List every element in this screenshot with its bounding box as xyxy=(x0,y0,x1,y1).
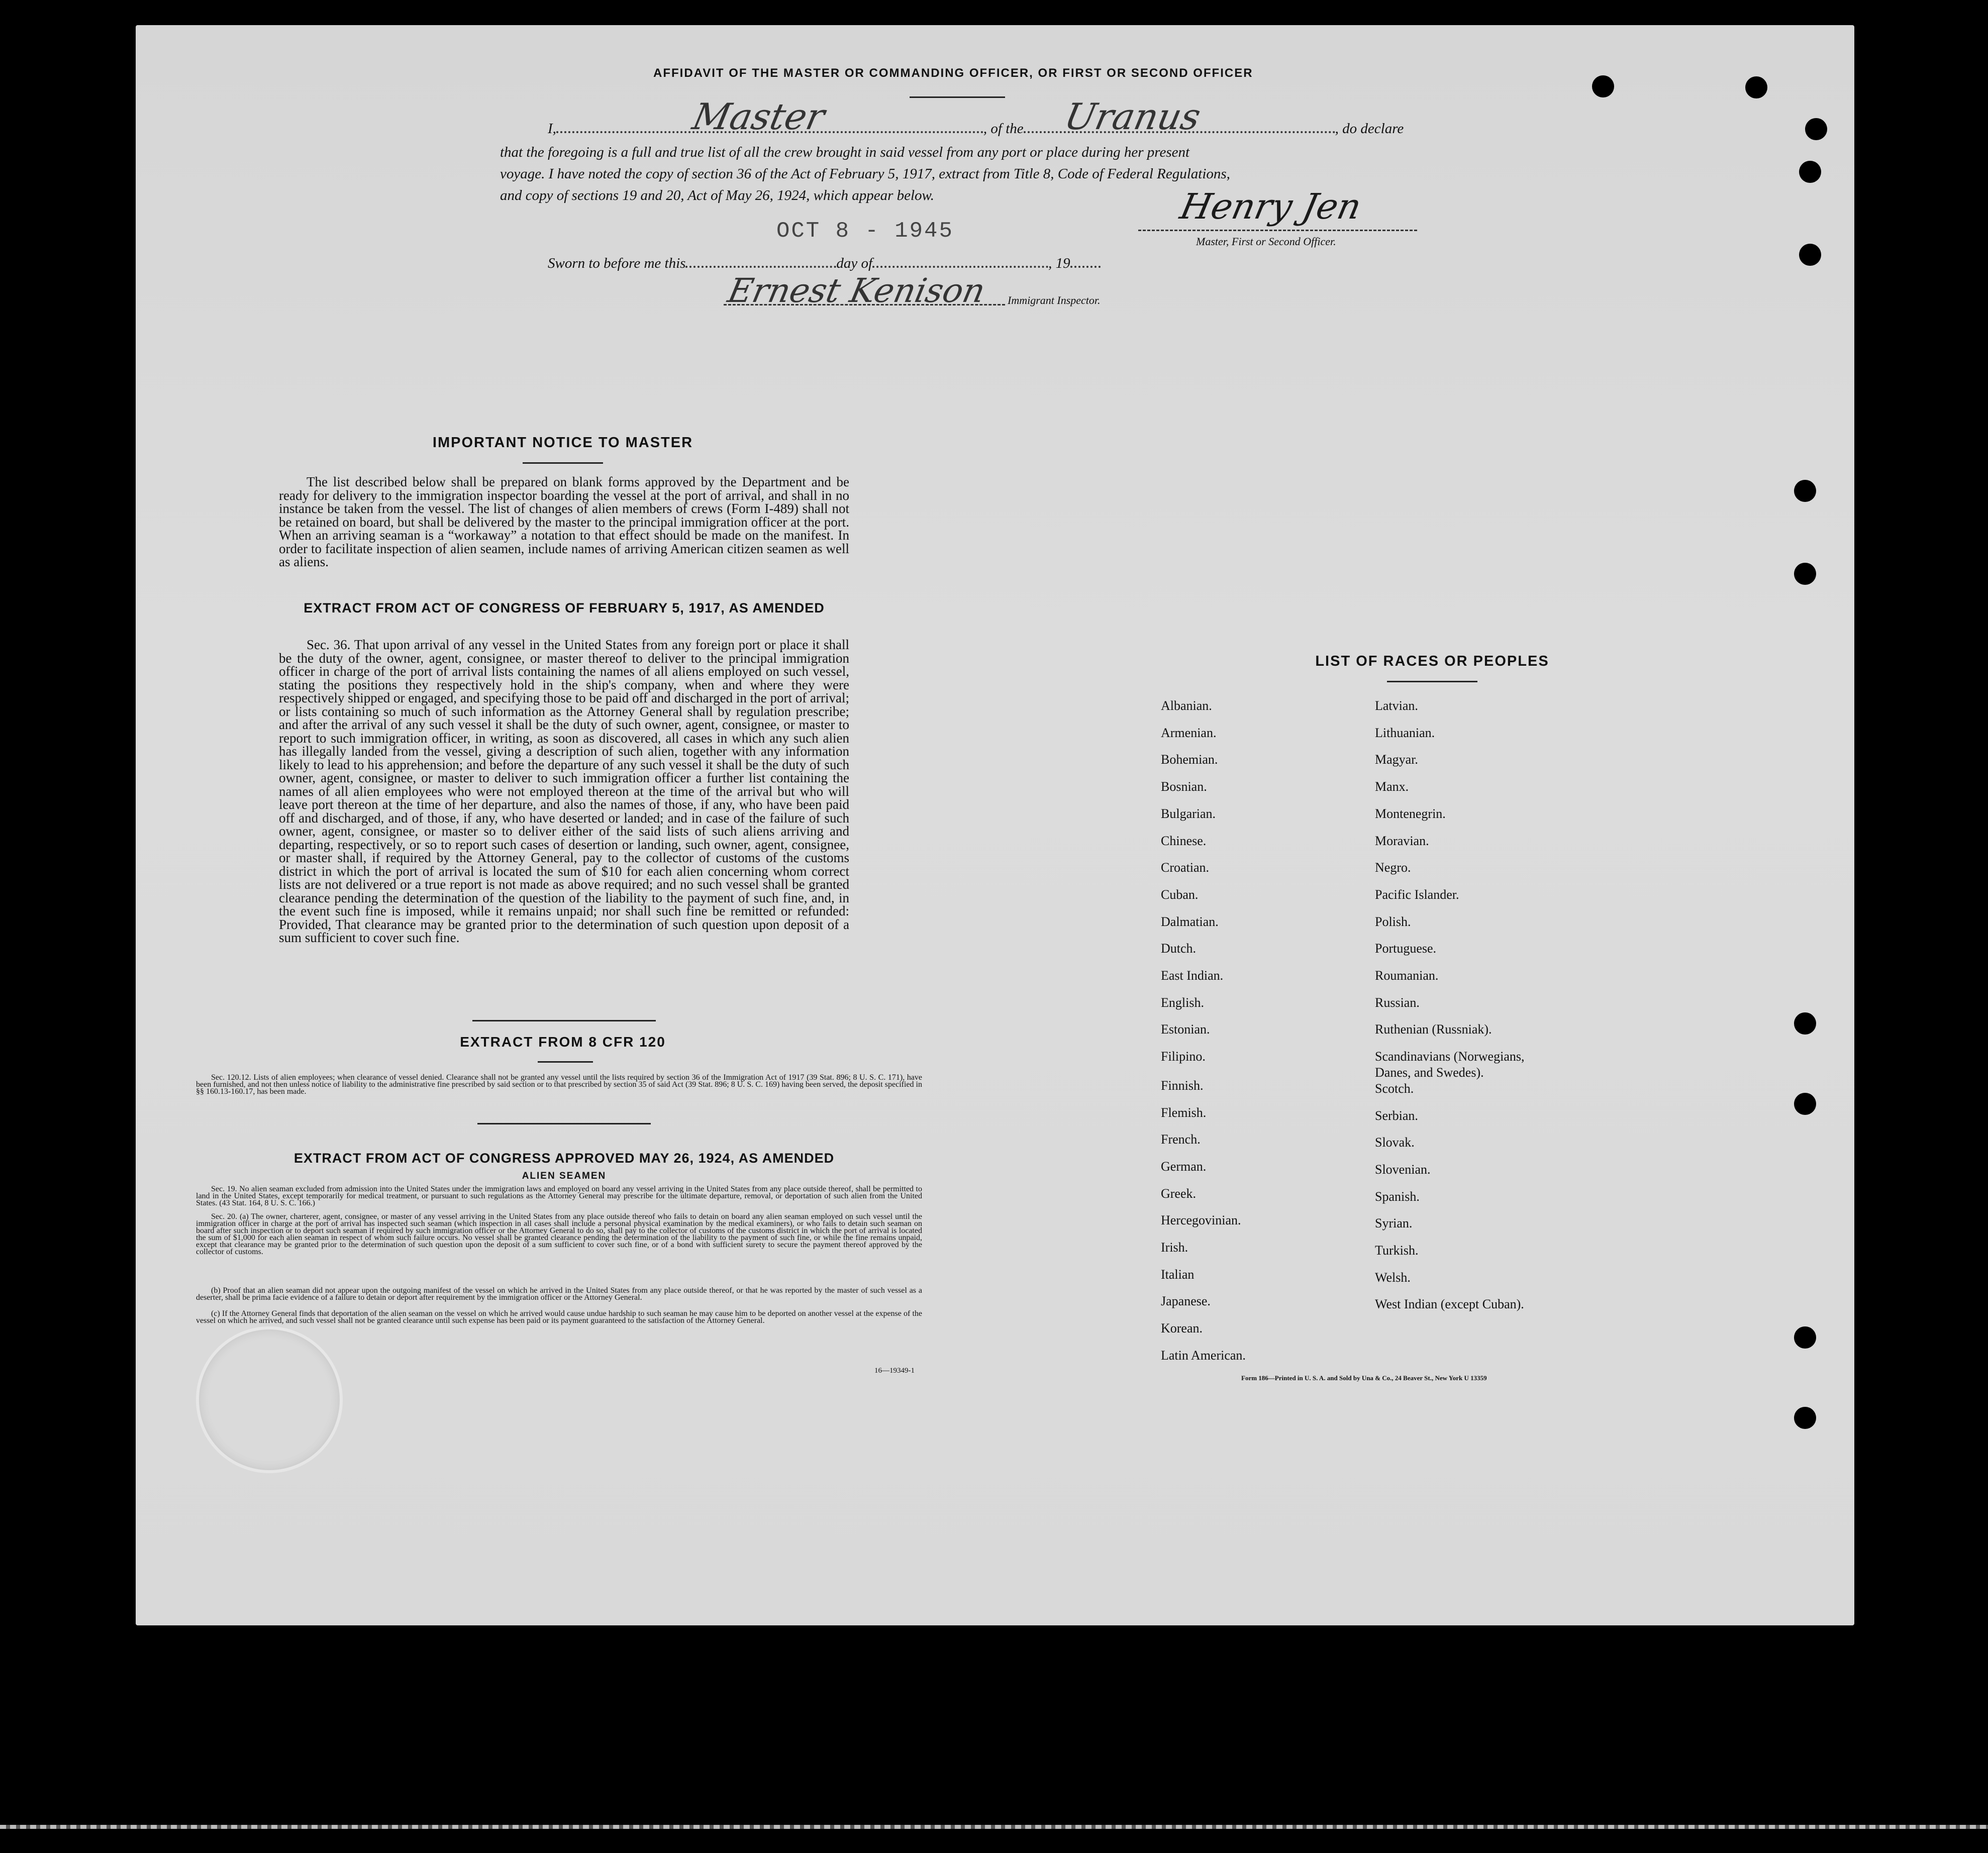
race-item: Latin American. xyxy=(1161,1348,1246,1363)
affidavit-title-rule xyxy=(910,96,1005,98)
races-title: LIST OF RACES OR PEOPLES xyxy=(1315,653,1549,669)
month-blank xyxy=(872,266,1048,268)
binder-hole xyxy=(1794,1407,1816,1429)
form-code: 16—19349-1 xyxy=(874,1367,915,1375)
cfr-body: Sec. 120.12. Lists of alien employees; when clearance of vessel denied. Clearance shall not be granted any vessel until the lists required by section 36 of the Immigration Act of 1917 (39 Stat. 896; 8 U. S. C. 171), have been furnished, and not then unless notice of liability to the administrative fine prescribed by said section or to that prescribed by section 35 of said Act (39 Stat. 896; 8 U. S. C. 169) having been served, the deposit specified in §§ 160.13-160.17, has been made. xyxy=(196,1073,922,1096)
race-item: Pacific Islander. xyxy=(1375,887,1459,902)
race-item: Scandinavians (Norwegians, xyxy=(1375,1049,1525,1064)
race-item: Spanish. xyxy=(1375,1189,1420,1204)
day-of-label: day of xyxy=(836,255,873,271)
race-item: Bohemian. xyxy=(1161,752,1218,767)
scan-edge xyxy=(0,1825,1988,1829)
race-item: English. xyxy=(1161,995,1204,1010)
race-item: Croatian. xyxy=(1161,860,1210,875)
race-item: Cuban. xyxy=(1161,887,1199,902)
binder-hole xyxy=(1794,1012,1816,1035)
sworn-line xyxy=(548,255,1101,272)
races-rule xyxy=(1387,681,1477,682)
year-label: , 19 xyxy=(1048,255,1070,271)
cfr-bottom-rule xyxy=(477,1123,651,1124)
signature-line xyxy=(1138,230,1417,231)
binder-hole xyxy=(1799,244,1821,266)
extract-1924-sec20c: (c) If the Attorney General finds that deportation of the alien seaman on the vessel on which he arrived would cause undue hardship to such seaman he may cause him to be deported on another vessel at the expense of the vessel on which he arrived, and such vessel shall not be granted clearance until such expense has been paid or its payment guaranteed to the satisfaction of the Attorney General. xyxy=(196,1309,922,1325)
printer-note: Form 186—Printed in U. S. A. and Sold by Una & Co., 24 Beaver St., New York U 13359 xyxy=(1241,1374,1487,1382)
race-item: Bulgarian. xyxy=(1161,806,1216,821)
race-item: German. xyxy=(1161,1159,1207,1174)
race-item: Japanese. xyxy=(1161,1294,1211,1309)
race-item: West Indian (except Cuban). xyxy=(1375,1297,1524,1312)
of-the-label: , of the xyxy=(983,121,1024,137)
binder-hole xyxy=(1745,76,1767,98)
race-item: Moravian. xyxy=(1375,833,1429,848)
race-item: Dalmatian. xyxy=(1161,914,1219,929)
affidavit-line-4: and copy of sections 19 and 20, Act of May 26, 1924, which appear below. xyxy=(500,187,934,203)
year-blank xyxy=(1070,266,1101,268)
affidavit-title: AFFIDAVIT OF THE MASTER OR COMMANDING OFFICER, OR FIRST OR SECOND OFFICER xyxy=(653,66,1253,80)
binder-hole xyxy=(1592,75,1614,97)
binder-hole xyxy=(1805,118,1827,140)
race-item: East Indian. xyxy=(1161,968,1224,983)
race-item: Finnish. xyxy=(1161,1078,1204,1093)
extract-1917-body: Sec. 36. That upon arrival of any vessel in the United States from any foreign port or place it shall be the duty of the owner, agent, consignee, or master thereof to deliver to the principal immigration officer in charge of the port of arrival lists containing the names of all aliens employed on such vessel, stating the positions they respectively hold in the ship's company, when and where they were respectively shipped or engaged, and specifying those to be paid off and discharged in the port of arrival; or lists containing so much of such information as the Attorney General shall by regulation prescribe; and after the arrival of any such vessel it shall be the duty of such owner, agent, consignee, or master to report to such immigration officer, in writing, as soon as discovered, all cases in which any such alien has illegally landed from the vessel, giving a description of such alien, together with any information likely to lead to his apprehension; and before the departure of any such vessel it shall be the duty of such owner, agent, consignee, or master to deliver to such immigration officer a further list containing the names of all alien employees who were not employed thereon at the time of the arrival but who will leave port thereon at the time of her departure, and also the names of those, if any, who have been paid off and discharged, and of those, if any, who have deserted or landed; and in case of the failure of such owner, agent, consignee, or master so to deliver either of the said lists of such aliens arriving and departing, respectively, or so to report such cases of desertion or landing, such owner, agent, consignee, or master shall, if required by the Attorney General, pay to the collector of customs of the customs district in which the port of arrival is located the sum of $10 for each alien concerning whom correct lists are not delivered or a true report is not made as above required; and no such vessel shall be granted clearance pending the determination of the question of the liability to the payment of such fine, and, in the event such fine is imposed, while it remains unpaid; nor shall such fine be remitted or refunded: Provided, That clearance may be granted prior to the determination of such question upon deposit of a sum sufficient to cover such fine. xyxy=(279,637,849,945)
extract-1924-title: EXTRACT FROM ACT OF CONGRESS APPROVED MAY 26, 1924, AS AMENDED xyxy=(293,1151,835,1166)
extract-1917-rule xyxy=(472,1020,656,1021)
day-blank xyxy=(685,266,836,268)
race-item: Chinese. xyxy=(1161,833,1207,848)
race-item: Portuguese. xyxy=(1375,941,1437,956)
race-item: Slovak. xyxy=(1375,1135,1415,1150)
race-item: Irish. xyxy=(1161,1240,1188,1255)
race-item: Dutch. xyxy=(1161,941,1197,956)
inspector-line xyxy=(724,304,1005,305)
affidavit-line-2: that the foregoing is a full and true list of all the crew brought in said vessel from any port or place during her present xyxy=(500,144,1190,160)
master-signature: Henry Jen xyxy=(1176,186,1365,227)
race-item: Korean. xyxy=(1161,1321,1203,1336)
signature-caption: Master, First or Second Officer. xyxy=(1196,235,1336,248)
race-item: Welsh. xyxy=(1375,1270,1411,1285)
vessel-handwriting: Uranus xyxy=(1061,95,1205,138)
notice-rule xyxy=(523,462,603,464)
race-item: Filipino. xyxy=(1161,1049,1206,1064)
race-item: Lithuanian. xyxy=(1375,725,1435,740)
race-item: Montenegrin. xyxy=(1375,806,1446,821)
declare-label: , do declare xyxy=(1335,121,1404,137)
extract-1924-sec20b: (b) Proof that an alien seaman did not appear upon the outgoing manifest of the vessel on which he arrived in the United States from any place outside thereof, or that he was reported by the master of such vessel as a deserter, shall be prima facie evidence of a failure to detain or deport after requirement by the immigration officer or the Attorney General. xyxy=(196,1286,922,1302)
race-item: Polish. xyxy=(1375,914,1411,929)
cfr-rule xyxy=(538,1061,593,1063)
manifest-page xyxy=(136,25,1854,1625)
race-item: Negro. xyxy=(1375,860,1411,875)
date-stamp: OCT 8 - 1945 xyxy=(776,219,954,244)
race-item: Ruthenian (Russniak). xyxy=(1375,1022,1492,1037)
notice-title: IMPORTANT NOTICE TO MASTER xyxy=(432,435,693,451)
race-item: Syrian. xyxy=(1375,1216,1413,1231)
race-item: Italian xyxy=(1161,1267,1195,1282)
binder-hole xyxy=(1794,1093,1816,1115)
notice-body: The list described below shall be prepared on blank forms approved by the Department and be ready for delivery to the immigration inspector boarding the vessel at the port of arrival, and shall in no instance be taken from the vessel. The list of changes of alien members of crews (Form I-489) shall not be retained on board, but shall be delivered by the master to the principal immigration officer at the port. When an arriving seaman is a “workaway” a notation to that effect should be made on the manifest. In order to facilitate inspection of alien seamen, include names of arriving American citizen seamen as well as aliens. xyxy=(279,474,849,569)
race-item: Flemish. xyxy=(1161,1105,1207,1120)
master-handwriting: Master xyxy=(689,95,829,138)
race-item: Scotch. xyxy=(1375,1081,1414,1096)
affidavit-line-3: voyage. I have noted the copy of section 36 of the Act of February 5, 1917, extract from Title 8, Code of Federal Regulations, xyxy=(500,166,1230,182)
race-item: Magyar. xyxy=(1375,752,1418,767)
extract-1917-title: EXTRACT FROM ACT OF CONGRESS OF FEBRUARY 5, 1917, AS AMENDED xyxy=(304,600,825,615)
race-item: Russian. xyxy=(1375,995,1420,1010)
sworn-label: Sworn to before me this xyxy=(548,255,686,271)
binder-hole xyxy=(1794,480,1816,502)
race-item: Roumanian. xyxy=(1375,968,1439,983)
race-item: Bosnian. xyxy=(1161,779,1207,794)
race-item: Estonian. xyxy=(1161,1022,1210,1037)
binder-hole xyxy=(1794,563,1816,585)
race-item: Latvian. xyxy=(1375,698,1418,713)
extract-1924-sec20a: Sec. 20. (a) The owner, charterer, agent, consignee, or master of any vessel arriving in the United States from any place outside thereof who fails to detain on board any alien seaman employed on such vessel until the immigration officer in charge at the port of arrival has inspected such seaman (which inspection in all cases shall include a personal physical examination by the medical examiners), or who fails to detain such seaman on board after such inspection or to deport such seaman if required by such immigration officer or the Attorney General to do so, shall pay to the collector of customs of the customs district in which the port of arrival is located the sum of $1,000 for each alien seaman in respect of whom such failure occurs. No vessel shall be granted clearance pending the determination of the liability to the payment of such fine, or while the fine remains unpaid, except that clearance may be granted prior to the determination of such question upon the deposit of a sum sufficient to cover such fine, or of a bond with sufficient surety to secure the payment thereof approved by the collector of customs. xyxy=(196,1212,922,1256)
race-item: Hercegovinian. xyxy=(1161,1213,1241,1228)
race-item: Armenian. xyxy=(1161,725,1217,740)
race-item: Serbian. xyxy=(1375,1108,1418,1123)
race-item: Turkish. xyxy=(1375,1243,1419,1258)
cfr-title: EXTRACT FROM 8 CFR 120 xyxy=(460,1034,666,1050)
inspector-caption: Immigrant Inspector. xyxy=(1008,294,1101,306)
race-item: Greek. xyxy=(1161,1186,1197,1201)
extract-1924-sec19: Sec. 19. No alien seaman excluded from admission into the United States under the immigration laws and employed on board any vessel arriving in the United States from any place outside thereof, shall be permitted to land in the United States, except temporarily for medical treatment, or pursuant to such regulations as the Attorney General may prescribe for the ultimate departure, removal, or deportation of such alien from the United States. (43 Stat. 164, 8 U. S. C. 166.) xyxy=(196,1185,922,1207)
race-item: Albanian. xyxy=(1161,698,1212,713)
inspector-signature: Ernest Kenison xyxy=(724,271,989,310)
binder-hole xyxy=(1794,1326,1816,1349)
alien-seamen-subtitle: ALIEN SEAMEN xyxy=(522,1171,607,1181)
race-item: Manx. xyxy=(1375,779,1409,794)
binder-hole xyxy=(1799,161,1821,183)
race-item: Slovenian. xyxy=(1375,1162,1431,1177)
i-label: I, xyxy=(548,121,556,137)
race-item: Danes, and Swedes). xyxy=(1375,1065,1484,1080)
embossed-seal xyxy=(196,1326,343,1473)
race-item: French. xyxy=(1161,1132,1201,1147)
